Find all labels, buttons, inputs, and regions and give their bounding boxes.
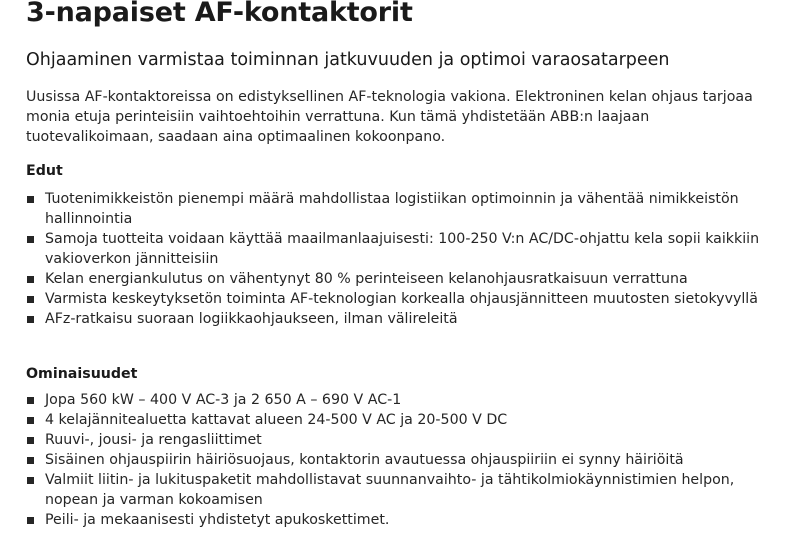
feature-item: Peili- ja mekaanisesti yhdistetyt apukoskettimet. (26, 510, 786, 530)
bullet-icon (27, 437, 34, 444)
bullet-icon (27, 417, 34, 424)
feature-item: 4 kelajännitealuetta kattavat alueen 24-500 V AC ja 20-500 V DC (26, 410, 786, 430)
bullet-icon (27, 457, 34, 464)
benefit-item: Samoja tuotteita voidaan käyttää maailmanlaajuisesti: 100-250 V:n AC/DC-ohjattu kela sopii kaikkiin vakioverkon jännitteisiin (26, 229, 786, 269)
bullet-icon (27, 397, 34, 404)
feature-item: Sisäinen ohjauspiirin häiriösuojaus, kontaktorin avautuessa ohjauspiiriin ei synny häiriöitä (26, 450, 786, 470)
bullet-icon (27, 517, 34, 524)
feature-item: Ruuvi-, jousi- ja rengasliittimet (26, 430, 786, 450)
benefit-item: Kelan energiankulutus on vähentynyt 80 % perinteiseen kelanohjausratkaisuun verrattuna (26, 269, 786, 289)
bullet-icon (27, 236, 34, 243)
bullet-icon (27, 477, 34, 484)
benefits-heading: Edut (26, 163, 63, 179)
feature-item: Jopa 560 kW – 400 V AC-3 ja 2 650 A – 690 V AC-1 (26, 390, 786, 410)
intro-paragraph: Uusissa AF-kontaktoreissa on edistyksellinen AF-teknologia vakiona. Elektroninen kelan ohjaus tarjoaa monia etuja perinteisiin vaihtoehtoihin verrattuna. Kun tämä yhdistetään ABB:n laajaan tuotevalikoimaan, saadaan aina optimaalinen kokoonpano. (26, 89, 753, 145)
bullet-icon (27, 276, 34, 283)
benefit-item: AFz-ratkaisu suoraan logiikkaohjaukseen, ilman välireleitä (26, 309, 786, 329)
bullet-icon (27, 316, 34, 323)
page-title: 3-napaiset AF-kontaktorit (26, 0, 413, 28)
page-subtitle: Ohjaaminen varmistaa toiminnan jatkuvuuden ja optimoi varaosatarpeen (26, 50, 670, 70)
feature-item: Valmiit liitin- ja lukituspaketit mahdollistavat suunnanvaihto- ja tähtikolmiokäynnistimien helpon, nopean ja varman kokoamisen (26, 470, 786, 510)
bullet-icon (27, 296, 34, 303)
benefit-item: Tuotenimikkeistön pienempi määrä mahdollistaa logistiikan optimoinnin ja vähentää nimikkeistön hallinnointia (26, 189, 786, 229)
features-heading: Ominaisuudet (26, 366, 138, 382)
features-list (26, 390, 786, 530)
bullet-icon (27, 196, 34, 203)
benefit-item: Varmista keskeytyksetön toiminta AF-teknologian korkealla ohjausjännitteen muutosten sietokyvyllä (26, 289, 786, 309)
benefits-list (26, 189, 786, 329)
